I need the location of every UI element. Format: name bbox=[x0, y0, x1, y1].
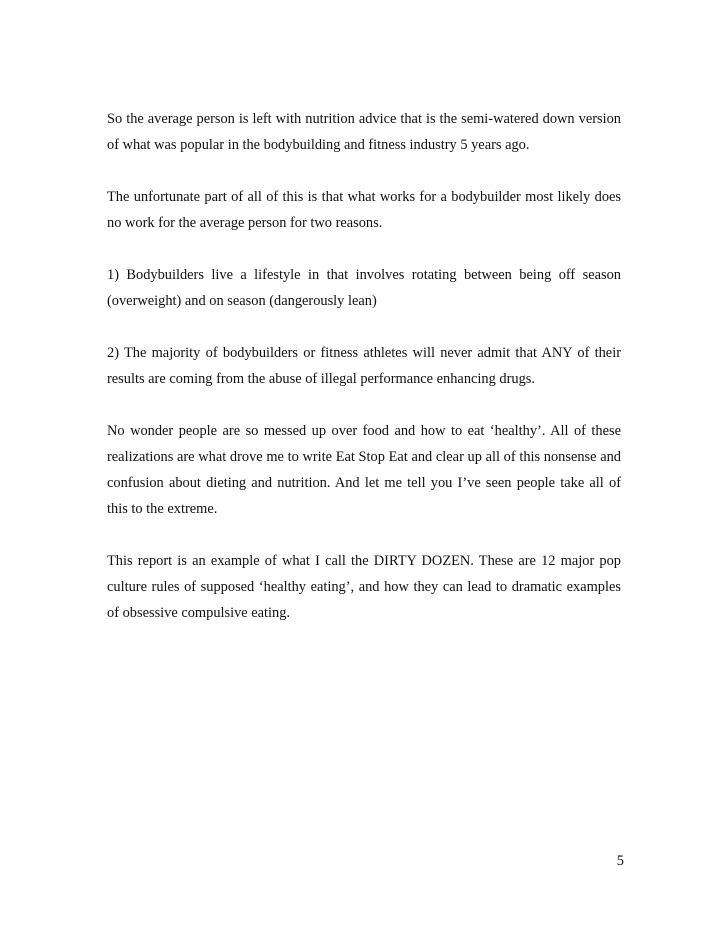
page-number: 5 bbox=[616, 853, 624, 869]
paragraph-2: The unfortunate part of all of this is that what works for a bodybuilder most likely does no work for the average person for two reasons. bbox=[107, 189, 621, 231]
paragraph-4: 2) The majority of bodybuilders or fitness athletes will never admit that ANY of their results are coming from the abuse of illegal performance enhancing drugs. bbox=[107, 345, 621, 387]
page-body bbox=[107, 106, 621, 652]
paragraph-5: No wonder people are so messed up over food and how to eat ‘healthy’. All of these realizations are what drove me to write Eat Stop Eat and clear up all of this nonsense and confusion about dieting and nutrition. And let me tell you I’ve seen people take all of this to the extreme. bbox=[107, 423, 621, 517]
paragraph-6: This report is an example of what I call the DIRTY DOZEN. These are 12 major pop culture rules of supposed ‘healthy eating’, and how they can lead to dramatic examples of obsessive compulsive eating. bbox=[107, 553, 621, 621]
paragraph-3: 1) Bodybuilders live a lifestyle in that involves rotating between being off season (overweight) and on season (dangerously lean) bbox=[107, 267, 621, 309]
paragraph-1: So the average person is left with nutrition advice that is the semi-watered down version of what was popular in the bodybuilding and fitness industry 5 years ago. bbox=[107, 111, 621, 153]
